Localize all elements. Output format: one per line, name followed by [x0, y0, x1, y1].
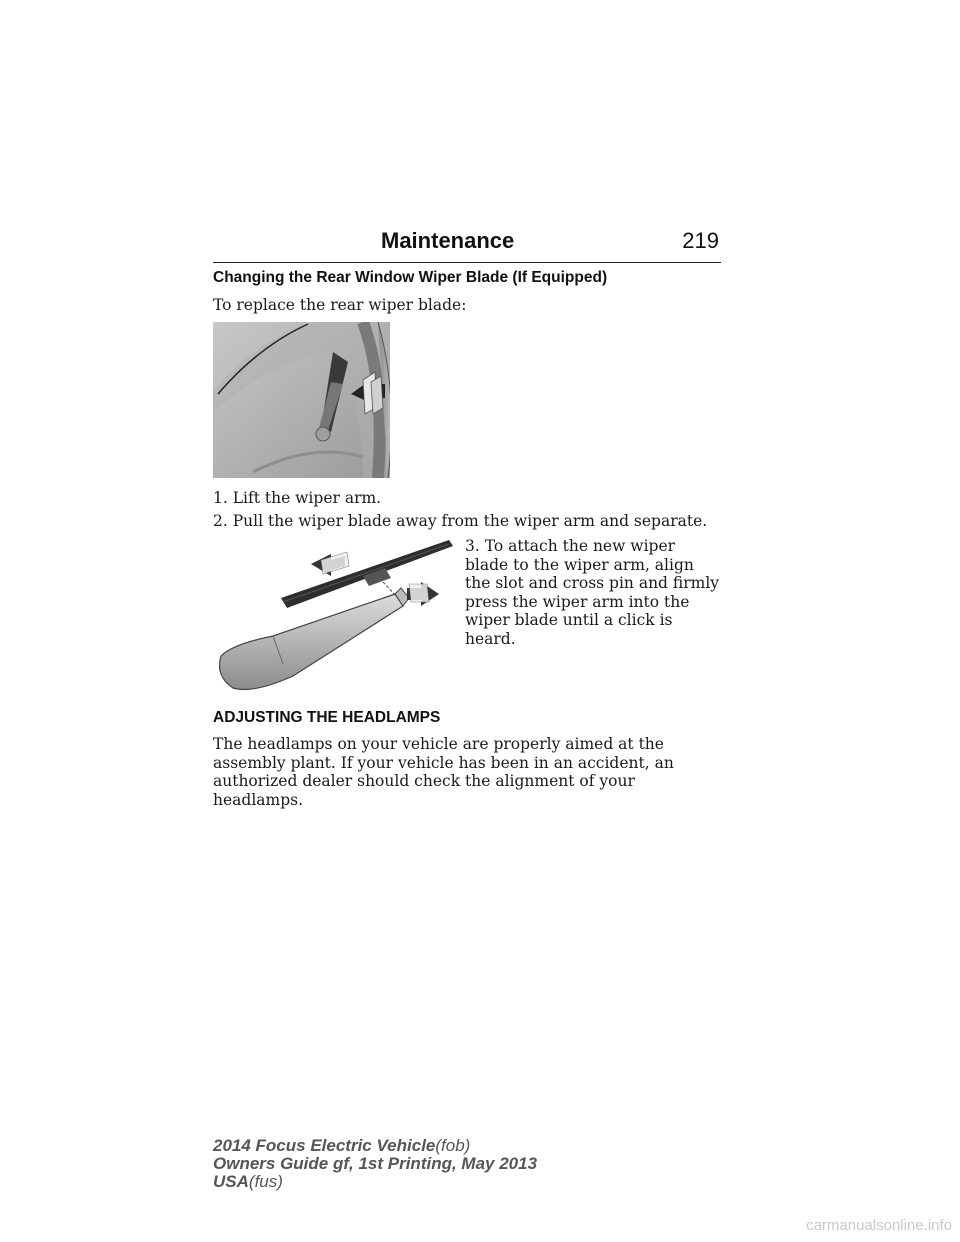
footer-vehicle-code: (fob) — [435, 1136, 471, 1155]
section-heading-headlamps: ADJUSTING THE HEADLAMPS — [213, 709, 441, 726]
intro-text: To replace the rear wiper blade: — [213, 296, 467, 314]
watermark: carmanualsonline.info — [806, 1217, 952, 1234]
document-footer — [213, 1137, 537, 1191]
step-2: 2. Pull the wiper blade away from the wiper arm and separate. — [213, 512, 708, 530]
step-3: 3. To attach the new wiper blade to the wiper arm, align the slot and cross pin and firmly press the wiper arm into the wiper blade until a click is heard. — [465, 537, 720, 648]
subsection-heading: Changing the Rear Window Wiper Blade (If Equipped) — [213, 269, 608, 286]
page-header — [213, 228, 721, 263]
wiper-blade-attach-illustration — [213, 536, 457, 694]
footer-vehicle: 2014 Focus Electric Vehicle — [213, 1136, 436, 1155]
footer-region-code: (fus) — [248, 1172, 283, 1191]
section-title: Maintenance — [381, 228, 515, 253]
headlamp-paragraph: The headlamps on your vehicle are properly aimed at the assembly plant. If your vehicle has been in an accident, an authorized dealer should check the alignment of your headlamps. — [213, 735, 674, 809]
step-1: 1. Lift the wiper arm. — [213, 489, 382, 507]
footer-region: USA — [213, 1172, 249, 1191]
page-number: 219 — [682, 228, 719, 253]
rear-wiper-illustration — [213, 322, 390, 478]
footer-guide: Owners Guide gf, 1st Printing, May 2013 — [213, 1154, 538, 1173]
